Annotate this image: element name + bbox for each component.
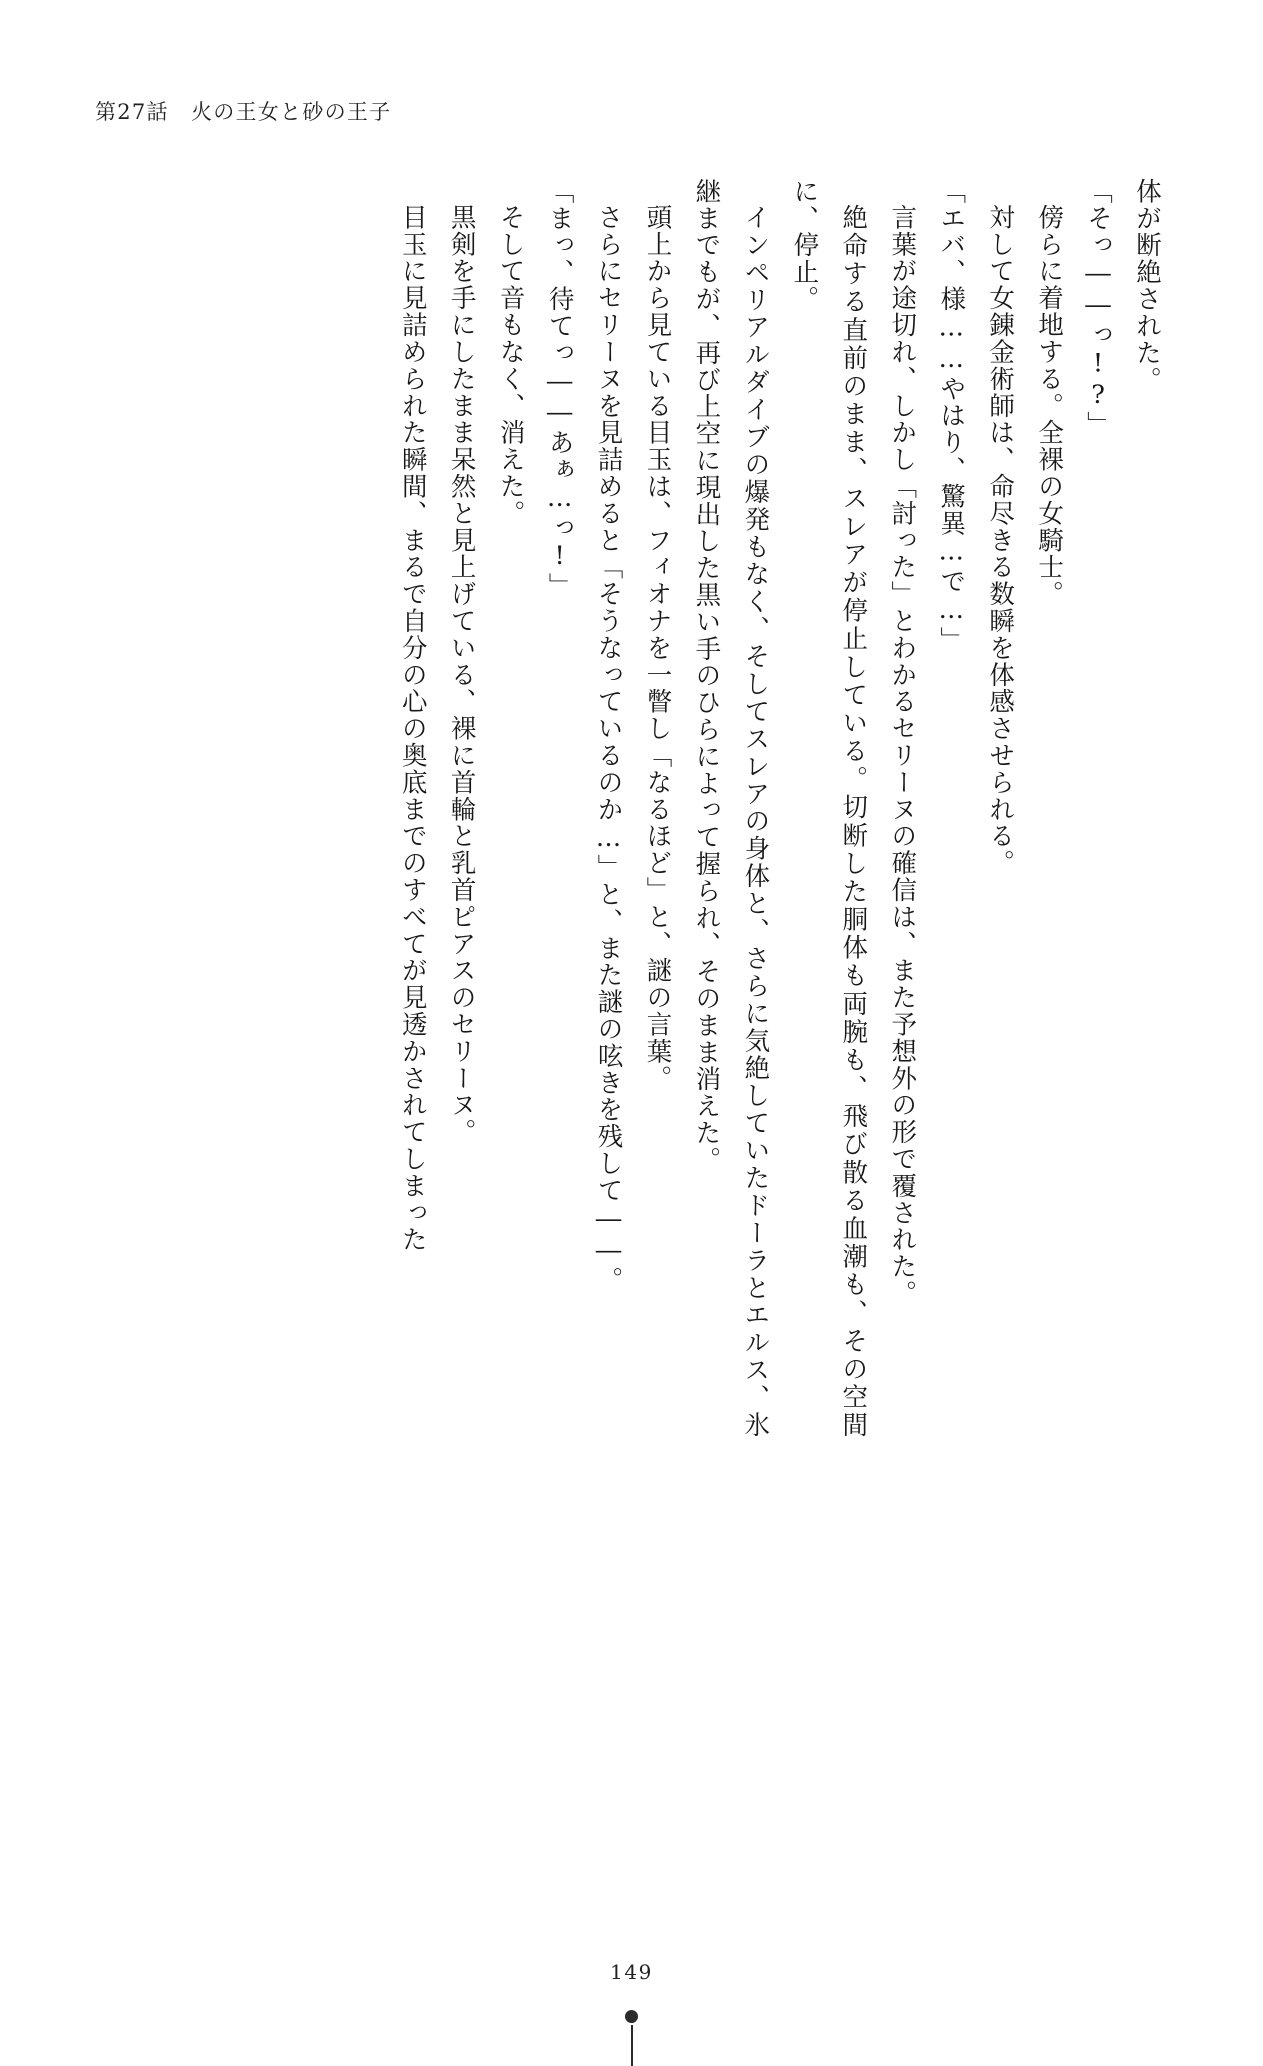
running-head-chapter-title: 第27話 火の王女と砂の王子 xyxy=(95,100,392,124)
paragraph: インペリアルダイブの爆発もなく、そしてスレアの身体と、さらに気絶していたドーラとエルス、氷継までもが、再び上空に現出した黒い手のひらによって握られ、そのまま消えた。 xyxy=(691,178,771,1438)
paragraph: 「まっ、待てっ――あぁ…っ!」 xyxy=(544,178,575,600)
paragraph: 体が断絶された。 xyxy=(1132,178,1162,394)
paragraph: 「エバ、様……やはり、驚異…で…」 xyxy=(936,178,967,654)
paragraph: 傍らに着地する。全裸の女騎士。 xyxy=(1034,203,1065,608)
paragraph: 目玉に見詰められた瞬間、まるで自分の心の奥底までのすべてが見透かされてしまった xyxy=(397,203,428,1253)
vertical-body-text xyxy=(371,178,1171,1438)
binding-line-icon xyxy=(631,2025,633,2066)
paragraph: 頭上から見ている目玉は、フィオナを一瞥し「なるほど」と、謎の言葉。 xyxy=(642,203,673,1092)
paragraph: 言葉が途切れ、しかし「討った」とわかるセリーヌの確信は、また予想外の形で覆された。 xyxy=(887,203,918,1307)
page-number: 149 xyxy=(610,1960,653,1984)
paragraph: 対して女錬金術師は、命尽きる数瞬を体感させられる。 xyxy=(985,203,1016,877)
paragraph: 黒剣を手にしたまま呆然と見上げている、裸に首輪と乳首ピアスのセリーヌ。 xyxy=(446,203,477,1146)
binding-mark-icon xyxy=(625,2010,639,2066)
paragraph: そして音もなく、消えた。 xyxy=(495,203,526,527)
paragraph: 絶命する直前のまま、スレアが停止している。切断した胴体も両腕も、飛び散る血潮も、その空間に、停止。 xyxy=(789,178,869,1438)
paragraph: さらにセリーヌを見詰めると「そうなっているのか…」と、また謎の呟きを残して――。 xyxy=(593,203,624,1294)
paragraph: 「そっ――っ!?」 xyxy=(1083,178,1114,439)
binding-dot-icon xyxy=(625,2010,638,2023)
